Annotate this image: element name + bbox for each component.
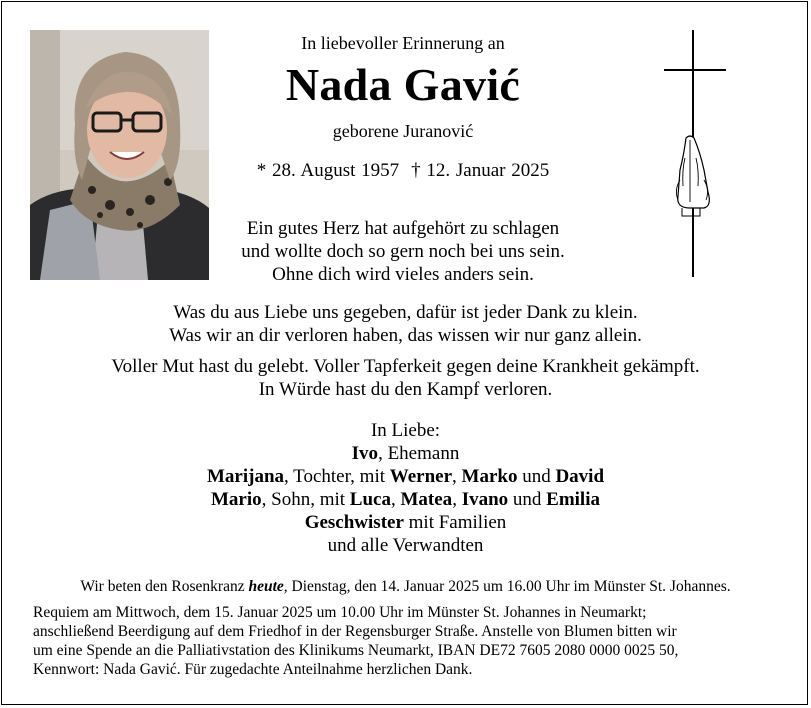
mourner-son	[0, 488, 811, 511]
mourner-relation: , Tochter, mit	[284, 466, 390, 487]
death-date: † 12. Januar 2025	[411, 160, 550, 181]
mourner-relation: , Sohn, mit	[261, 489, 350, 510]
mourners-heading: In Liebe:	[370, 420, 441, 441]
verse-2-line: Was du aus Liebe uns gegeben, dafür ist jeder Dank zu klein.	[173, 302, 638, 323]
separator: ,	[452, 489, 462, 510]
mourner-name: Marko	[461, 466, 518, 487]
mourner-siblings	[0, 511, 811, 534]
separator: ,	[452, 466, 462, 487]
rosary-today: heute	[248, 578, 284, 595]
verse-3-line: In Würde hast du den Kampf verloren.	[258, 379, 553, 400]
verse-2-line: Was wir an dir verloren haben, das wissen wir nur ganz allein.	[169, 325, 642, 346]
life-dates	[210, 160, 596, 182]
separator: und	[508, 489, 547, 510]
verse-1-line: Ohne dich wird vieles anders sein.	[272, 264, 534, 285]
requiem-line: Kennwort: Nada Gavić. Für zugedachte Anteilnahme herzlichen Dank.	[33, 661, 473, 678]
separator: ,	[390, 489, 401, 510]
portrait-photo	[30, 30, 209, 280]
mourner-name: Geschwister	[304, 512, 404, 533]
requiem-line: anschließend Beerdigung auf dem Friedhof in der Regensburger Straße. Anstelle von Blumen bitten wir	[33, 623, 677, 640]
requiem-line: um eine Spende an die Palliativstation des Klinikums Neumarkt, IBAN DE72 7605 2080 0000 0025 50,	[33, 642, 679, 659]
rosary-notice	[0, 578, 811, 596]
verse-1-line: Ein gutes Herz hat aufgehört zu schlagen	[246, 218, 560, 239]
verse-3-line: Voller Mut hast du gelebt. Voller Tapferkeit gegen deine Krankheit gekämpft.	[111, 356, 700, 377]
mourner-name: Ivano	[461, 489, 509, 510]
mourner-name: Mario	[210, 489, 262, 510]
mourner-relatives: und alle Verwandten	[327, 535, 484, 556]
birth-name: geborene Juranović	[332, 121, 474, 141]
deceased-name: Nada Gavić	[285, 59, 521, 110]
mourner-daughter	[0, 465, 811, 488]
separator: und	[517, 466, 556, 487]
mourner-name: Marijana	[206, 466, 285, 487]
rosary-text: , Dienstag, den 14. Januar 2025 um 16.00 Uhr im Münster St. Johannes.	[283, 578, 731, 595]
mourner-name: Werner	[389, 466, 453, 487]
praying-hands-icon	[676, 136, 709, 216]
mourner-name: Ivo	[351, 443, 379, 464]
mourner-husband	[0, 442, 811, 465]
mourner-name: Luca	[349, 489, 391, 510]
verse-1-line: und wollte doch so gern noch bei uns sein.	[241, 241, 565, 262]
requiem-line: Requiem am Mittwoch, dem 15. Januar 2025 um 10.00 Uhr im Münster St. Johannes in Neumarkt;	[33, 604, 647, 621]
verse-3	[0, 355, 811, 401]
birth-date: * 28. August 1957	[256, 160, 400, 181]
mourners-list	[0, 419, 811, 557]
verse-2	[0, 301, 811, 347]
mourner-name: Matea	[400, 489, 453, 510]
verse-1	[210, 217, 596, 286]
mourner-name: Emilia	[546, 489, 600, 510]
latin-cross-icon	[660, 30, 730, 280]
mourner-relation: mit Familien	[403, 512, 507, 533]
rosary-text: Wir beten den Rosenkranz	[80, 578, 249, 595]
intro-line: In liebevoller Erinnerung an	[301, 33, 505, 53]
mourner-name: David	[555, 466, 605, 487]
mourner-relation: , Ehemann	[378, 443, 460, 464]
requiem-notice	[33, 603, 793, 679]
